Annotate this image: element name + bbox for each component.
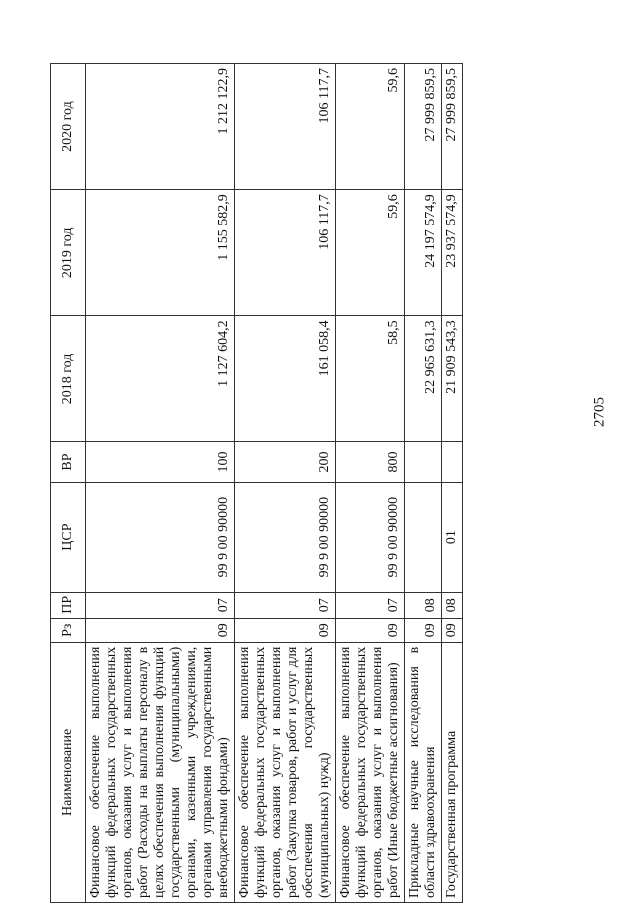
row-rz: 09 <box>405 618 442 642</box>
row-rz: 09 <box>235 618 336 642</box>
header-pr: ПР <box>51 592 86 618</box>
row-2020: 27 999 859,5 <box>442 64 463 190</box>
header-2019: 2019 год <box>51 190 86 316</box>
row-2018: 22 965 631,3 <box>405 316 442 442</box>
row-2020: 1 212 122,9 <box>86 64 235 190</box>
row-csr: 01 <box>442 482 463 592</box>
row-csr <box>405 482 442 592</box>
header-2020: 2020 год <box>51 64 86 190</box>
row-2020: 106 117,7 <box>235 64 336 190</box>
row-2019: 59,6 <box>336 190 405 316</box>
row-2020: 59,6 <box>336 64 405 190</box>
row-2018: 161 058,4 <box>235 316 336 442</box>
row-name: Прикладные научные исследования в области здравоохранения <box>405 642 442 902</box>
row-2019: 23 937 574,9 <box>442 190 463 316</box>
row-rz: 09 <box>86 618 235 642</box>
table-header-row <box>51 64 86 903</box>
header-vr: ВР <box>51 442 86 482</box>
row-vr: 800 <box>336 442 405 482</box>
row-2018: 1 127 604,2 <box>86 316 235 442</box>
table-row <box>442 64 463 903</box>
row-pr: 07 <box>86 592 235 618</box>
table-row <box>86 64 235 903</box>
row-csr: 99 9 00 90000 <box>86 482 235 592</box>
row-vr <box>405 442 442 482</box>
row-pr: 07 <box>336 592 405 618</box>
row-pr: 08 <box>405 592 442 618</box>
row-2020: 27 999 859,5 <box>405 64 442 190</box>
row-name: Государственная программа <box>442 642 463 902</box>
header-csr: ЦСР <box>51 482 86 592</box>
row-2019: 1 155 582,9 <box>86 190 235 316</box>
row-2018: 21 909 543,3 <box>442 316 463 442</box>
row-vr: 100 <box>86 442 235 482</box>
budget-table <box>50 63 463 903</box>
row-2018: 58,5 <box>336 316 405 442</box>
header-2018: 2018 год <box>51 316 86 442</box>
row-name: Финансовое обеспечение выполнения функций федеральных государственных органов, оказания услуг и выполнения работ (Иные бюджетные ассигнования) <box>336 642 405 902</box>
row-name: Финансовое обеспечение выполнения функций федеральных государственных органов, оказания услуг и выполнения работ (Закупка товаров, работ и услуг для обеспечения государственных (муниципальных) нужд) <box>235 642 336 902</box>
table-row <box>336 64 405 903</box>
row-2019: 24 197 574,9 <box>405 190 442 316</box>
row-csr: 99 9 00 90000 <box>336 482 405 592</box>
page-number-text: 2705 <box>591 397 608 427</box>
header-rz: Рз <box>51 618 86 642</box>
table-row <box>235 64 336 903</box>
table-row <box>405 64 442 903</box>
row-rz: 09 <box>336 618 405 642</box>
row-rz: 09 <box>442 618 463 642</box>
row-vr: 200 <box>235 442 336 482</box>
row-name: Финансовое обеспечение выполнения функций федеральных государственных органов, оказания услуг и выполнения работ (Расходы на выплаты персоналу в целях обеспечения выполнения функций государственными (муниципальными) органами, казенными учреждениями, органами управления государственными внебюджетными фондами) <box>86 642 235 902</box>
row-vr <box>442 442 463 482</box>
row-pr: 07 <box>235 592 336 618</box>
row-pr: 08 <box>442 592 463 618</box>
header-name: Наименование <box>51 642 86 902</box>
row-2019: 106 117,7 <box>235 190 336 316</box>
budget-table-container <box>50 63 590 903</box>
row-csr: 99 9 00 90000 <box>235 482 336 592</box>
